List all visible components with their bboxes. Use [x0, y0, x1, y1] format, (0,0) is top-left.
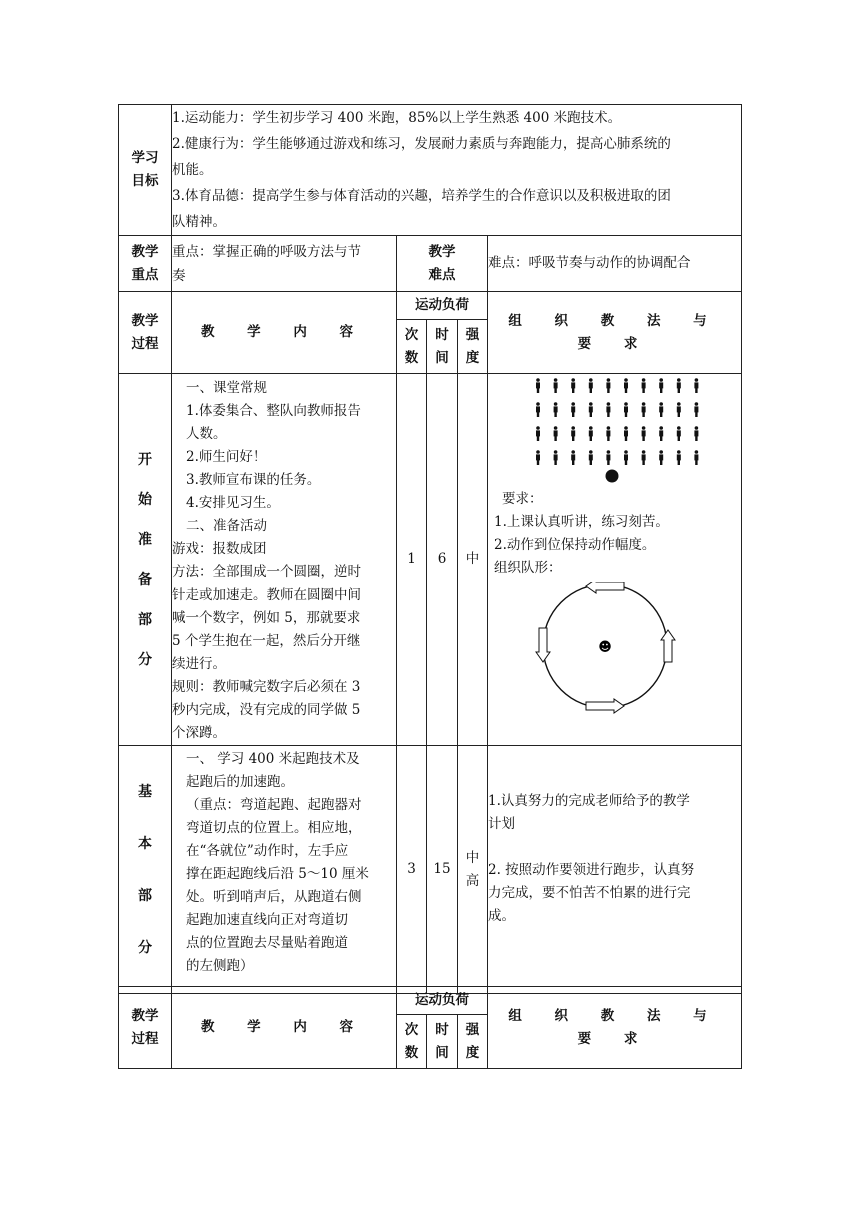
student-icon	[536, 402, 540, 417]
student-icon	[554, 426, 558, 441]
time-header: 时 间	[427, 320, 458, 374]
load-header: 运动负荷	[397, 987, 488, 1015]
student-icon	[694, 450, 698, 465]
objectives-label: 学习 目标	[119, 105, 172, 236]
student-icon	[659, 450, 663, 465]
difficulty-label: 教学 难点	[397, 236, 488, 292]
section-basic-content: 一、 学习 400 米起跑技术及 起跑后的加速跑。 （重点：弯道起跑、起跑器对 弯道切点的位置上。相应地， 在“各就位”动作时，左手应 撑在距起跑线后沿 5～10 厘米 处。听到哨声后，从跑道右侧 起跑加速直线向正对弯道切 点的位置跑去尽量贴着跑道 的左侧跑）	[172, 746, 397, 994]
student-icon	[571, 426, 575, 441]
student-icon	[589, 378, 593, 393]
student-icon	[677, 402, 681, 417]
student-icon	[624, 402, 628, 417]
section-start-count: 1	[397, 374, 427, 746]
student-icon	[589, 402, 593, 417]
student-icon	[677, 378, 681, 393]
content-header: 教 学 内 容	[172, 292, 397, 374]
requirements-title: 要求：	[502, 491, 543, 507]
arrow-right-icon	[586, 699, 624, 713]
objective-line: 2.健康行为：学生能够通过游戏和练习，发展耐力素质与奔跑能力，提高心肺系统的	[172, 136, 671, 152]
objectives-content	[172, 105, 742, 236]
smiley-icon: ☻	[598, 640, 612, 655]
student-icon	[606, 402, 610, 417]
student-icon	[624, 426, 628, 441]
student-icon	[606, 426, 610, 441]
arrow-left-icon	[586, 582, 624, 593]
method-header: 组 织 教 法 与 要 求	[488, 292, 742, 374]
student-icon	[659, 426, 663, 441]
objectives-row	[119, 105, 742, 236]
student-icon	[536, 426, 540, 441]
student-icon	[606, 450, 610, 465]
section-start-intensity: 中	[458, 374, 488, 746]
student-icon	[571, 450, 575, 465]
content-header: 教 学 内 容	[172, 987, 397, 1069]
student-icon	[694, 426, 698, 441]
student-icon	[677, 450, 681, 465]
student-icon	[642, 378, 646, 393]
lesson-plan-table	[118, 104, 742, 994]
student-icon	[642, 402, 646, 417]
intensity-header: 强 度	[458, 320, 488, 374]
teacher-icon	[606, 470, 619, 483]
objective-line: 1.运动能力：学生初步学习 400 米跑，85%以上学生熟悉 400 米跑技术。	[172, 110, 622, 126]
student-icon	[554, 450, 558, 465]
section-start-content: 一、课堂常规 1.体委集合、整队向教师报告 人数。 2.师生问好！ 3.教师宣布课的任务。 4.安排见习生。 二、准备活动 游戏：报数成团 方法：全部围成一个圆圈，逆时 针走或加速走。教师在圆圈中间 喊一个数字，例如 5，那就要求 5 个学生抱在一起，然后分开继 续进行。 规则：教师喊完数字后必须在 3 秒内完成，没有完成的同学做 5 个深蹲。	[172, 374, 397, 746]
process-label: 教学 过程	[119, 987, 172, 1069]
repeated-process-header	[118, 986, 742, 1069]
student-icon	[606, 378, 610, 393]
section-basic-time: 15	[427, 746, 458, 994]
student-icon	[642, 426, 646, 441]
student-icon	[536, 378, 540, 393]
student-icon	[554, 402, 558, 417]
section-start-row	[119, 374, 742, 746]
process-header-row	[119, 292, 742, 320]
objective-line: 队精神。	[172, 214, 226, 230]
student-icon	[659, 402, 663, 417]
method-header: 组 织 教 法 与 要 求	[488, 987, 742, 1069]
count-header: 次 数	[397, 1015, 427, 1069]
objective-line: 机能。	[172, 162, 213, 178]
student-icon	[554, 378, 558, 393]
arrow-up-icon	[661, 630, 675, 662]
formation-label: 组织队形：	[494, 560, 562, 576]
section-basic-count: 3	[397, 746, 427, 994]
student-icon	[624, 450, 628, 465]
requirement-item: 1.上课认真听讲，练习刻苦。	[494, 514, 669, 530]
section-start-method	[488, 374, 742, 746]
section-start-time: 6	[427, 374, 458, 746]
section-basic-label: 基 本 部 分	[119, 746, 172, 994]
requirement-item: 2.动作到位保持动作幅度。	[494, 537, 656, 553]
section-basic-intensity: 中 高	[458, 746, 488, 994]
student-icon	[659, 378, 663, 393]
process-label: 教学 过程	[119, 292, 172, 374]
student-icon	[624, 378, 628, 393]
student-icon	[536, 450, 540, 465]
student-icon	[589, 426, 593, 441]
section-start-label: 开 始 准 备 部 分	[119, 374, 172, 746]
student-formation-diagram	[488, 374, 740, 486]
difficulty-text: 难点：呼吸节奏与动作的协调配合	[488, 236, 742, 292]
student-icon	[589, 450, 593, 465]
time-header: 时 间	[427, 1015, 458, 1069]
student-icon	[694, 378, 698, 393]
key-points-row	[119, 236, 742, 292]
section-basic-method: 1.认真努力的完成老师给予的教学 计划 2. 按照动作要领进行跑步，认真努 力完成，要不怕苦不怕累的进行完 成。	[488, 746, 742, 994]
key-point-text: 重点：掌握正确的呼吸方法与节 奏	[172, 236, 397, 292]
arrow-down-icon	[536, 628, 550, 662]
student-icon	[571, 402, 575, 417]
student-icon	[677, 426, 681, 441]
key-point-label: 教学 重点	[119, 236, 172, 292]
student-icon	[571, 378, 575, 393]
objective-line: 3.体育品德：提高学生参与体育活动的兴趣，培养学生的合作意识以及积极进取的团	[172, 188, 671, 204]
load-header: 运动负荷	[397, 292, 488, 320]
section-basic-row	[119, 746, 742, 994]
count-header: 次 数	[397, 320, 427, 374]
circle-formation-diagram	[488, 582, 740, 732]
student-icon	[642, 450, 646, 465]
intensity-header: 强 度	[458, 1015, 488, 1069]
student-icon	[694, 402, 698, 417]
